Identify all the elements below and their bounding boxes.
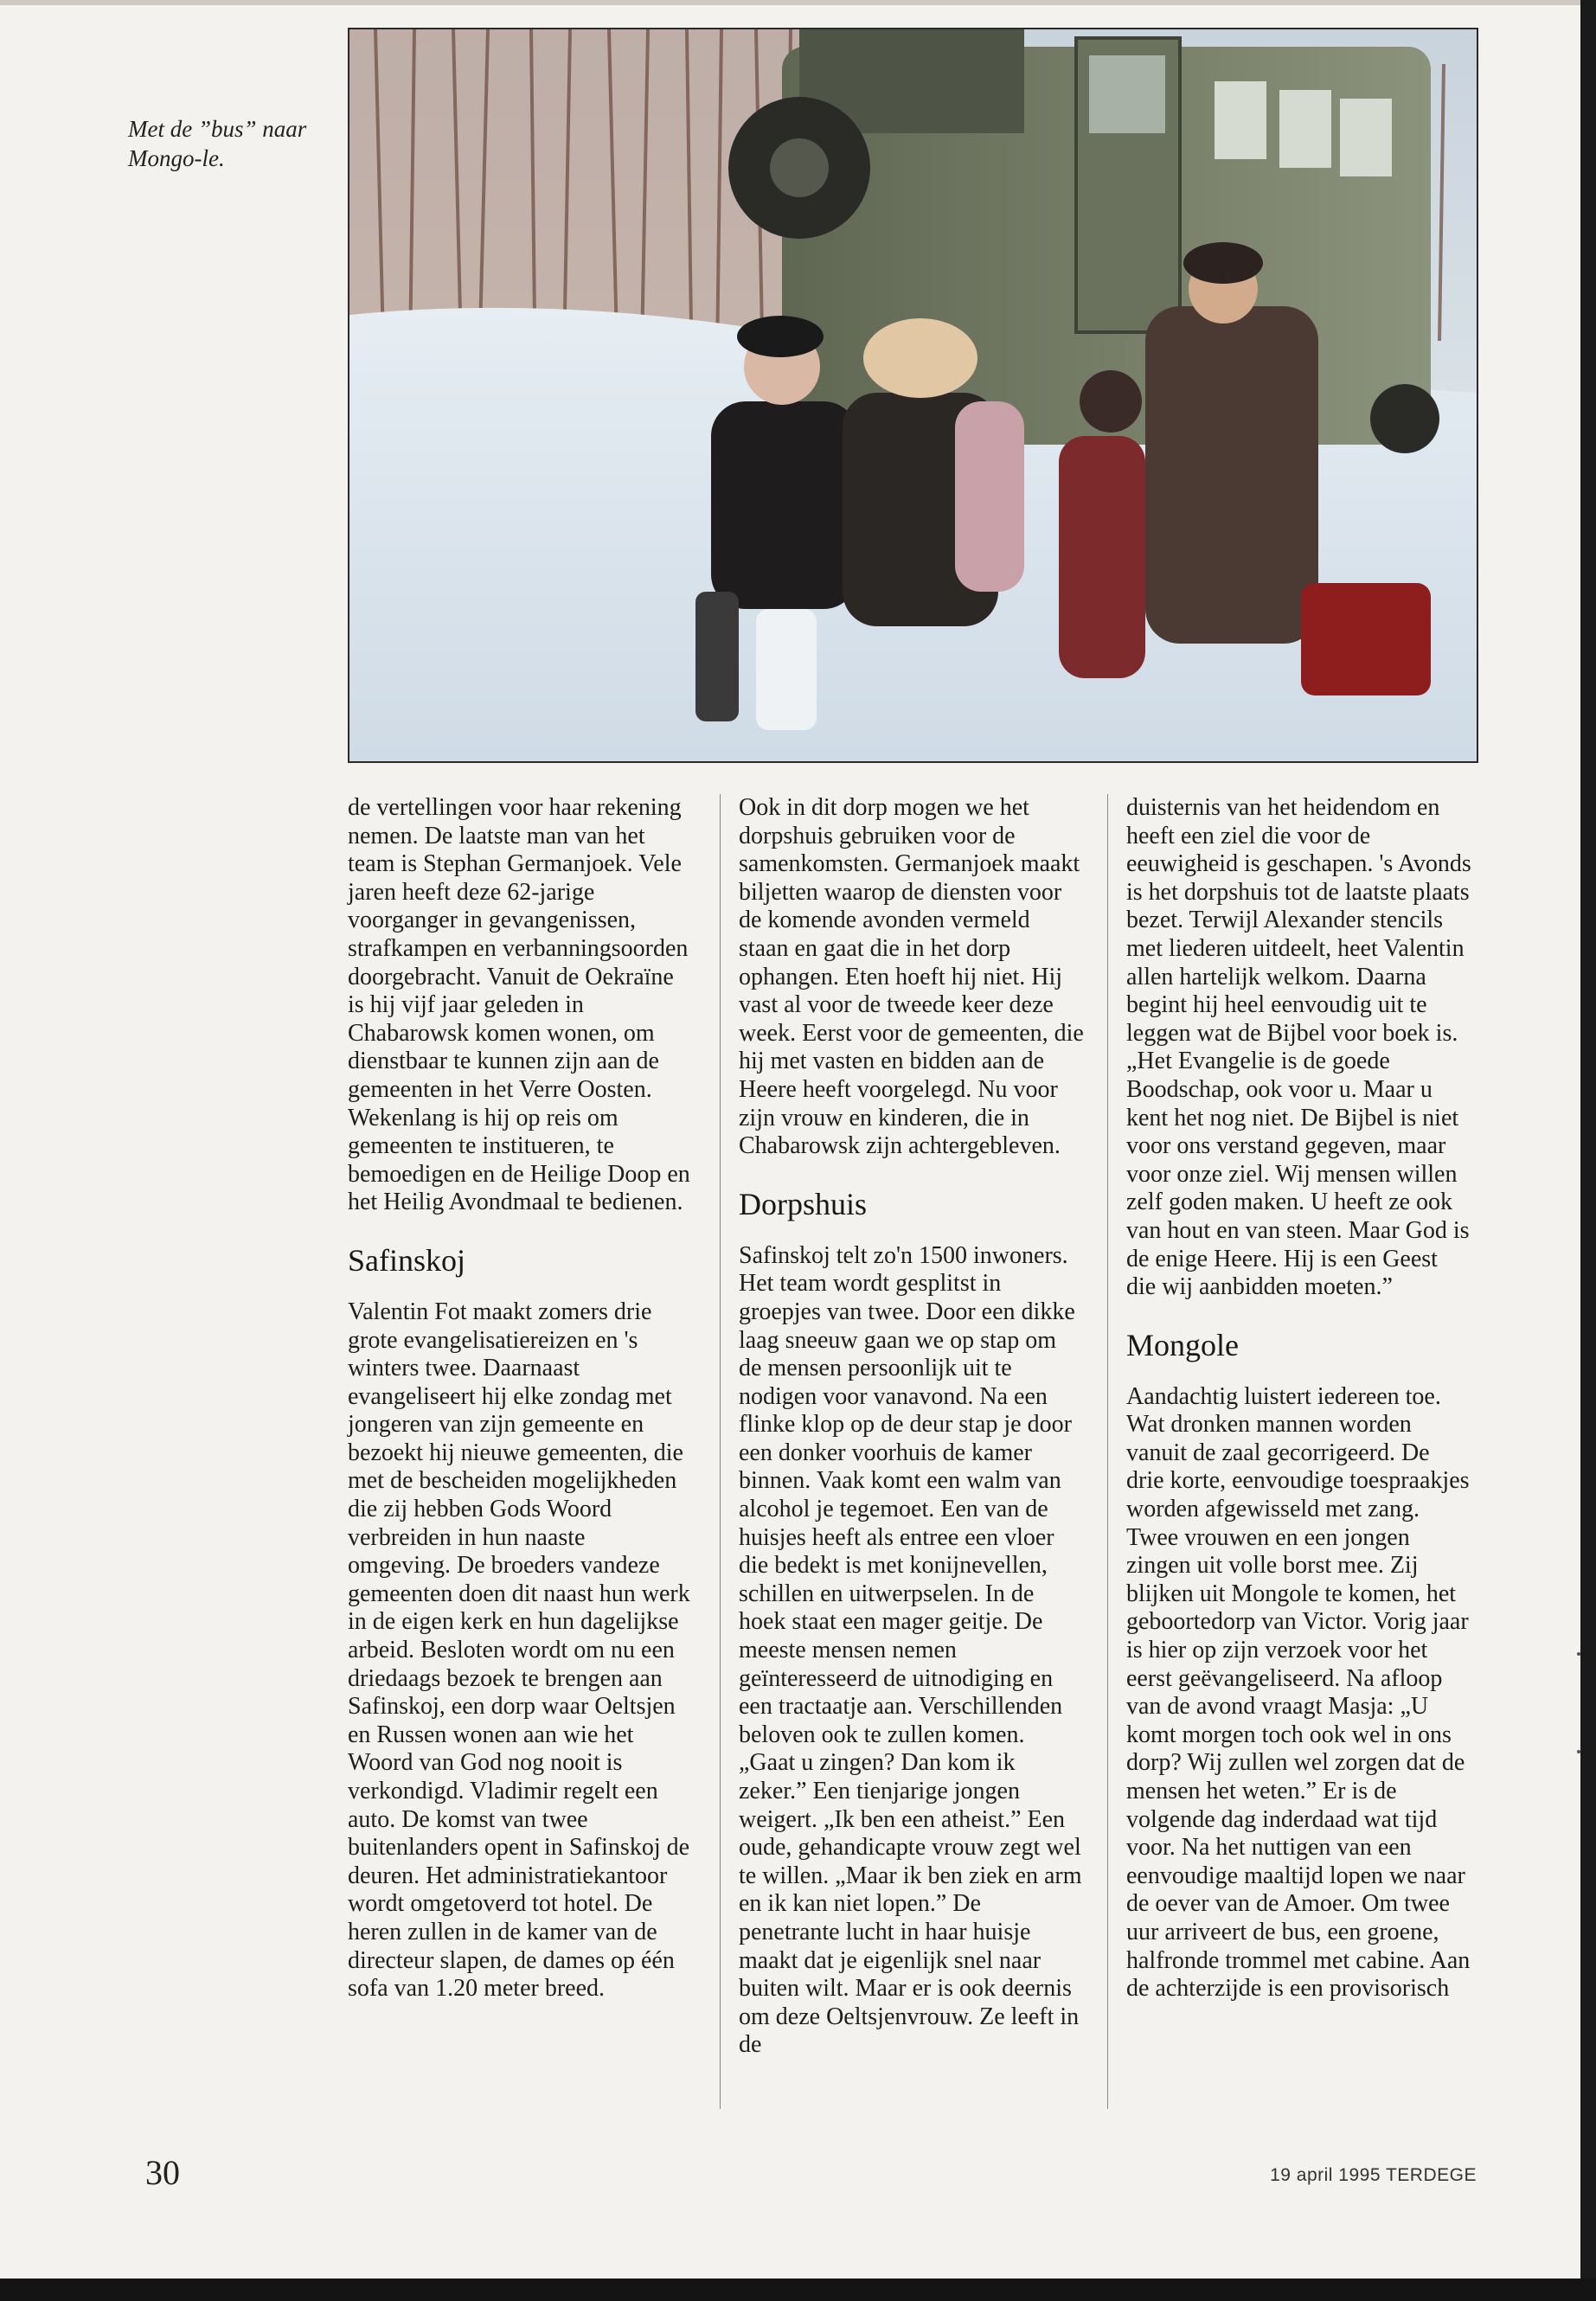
column3-intro: duisternis van het heidendom en heeft een ziel die voor de eeuwigheid is geschapen. 's Avonds is het dorpshuis tot de laatste plaats bezet. Terwijl Alexander stencils met liederen uitdeelt, heet Valentin allen hartelijk welkom. Daarna begint hij heel eenvoudig uit te leggen wat de Bijbel voor boek is. „Het Evangelie is de goede Boodschap, ook voor u. Maar u kent het nog niet. De Bijbel is niet voor ons verstand gegeven, maar voor onze ziel. Wij mensen willen zelf goden maken. U heeft ze ook van hout en van steen. Maar God is de enige Heere. Hij is een Geest die wij aanbidden moeten.” xyxy=(1126,794,1471,1301)
column-rule xyxy=(720,794,721,2109)
heading-mongole: Mongole xyxy=(1126,1327,1239,1362)
article-column-1 xyxy=(348,794,694,2003)
column1-intro: de vertellingen voor haar rekening nemen. De laatste man van het team is Stephan Germanjoek. Vele jaren heeft deze 62-jarige voorganger in gevangenissen, strafkampen en verbanningsoorden doorgebracht. Vanuit de Oekraïne is hij vijf jaar geleden in Chabarowsk komen wonen, om dienstbaar te kunnen zijn aan de gemeenten in het Verre Oosten. Wekenlang is hij op reis om gemeenten te institueren, te bemoedigen en de Heilige Doop en het Heilig Avondmaal te bedienen. xyxy=(348,794,690,1216)
photo-bus-in-snow xyxy=(348,28,1478,763)
margin-mark xyxy=(1577,1750,1580,1753)
issue-date-credit: 19 april 1995 TERDEGE xyxy=(1270,2165,1477,2185)
column1-body: Valentin Fot maakt zomers drie grote evangelisatiereizen en 's winters twee. Daarnaast evangeliseert hij elke zondag met jongeren van zijn gemeente en bezoekt hij nieuwe gemeenten, die met de bescheiden mogelijkheden die zij hebben Gods Woord verbreiden in hun naaste omgeving. De broeders vandeze gemeenten doen dit naast hun werk in de eigen kerk en hun dagelijkse arbeid. Besloten wordt om nu een driedaags bezoek te brengen aan Safinskoj, een dorp waar Oeltsjen en Russen wonen aan wie het Woord van God nog nooit is verkondigd. Vladimir regelt een auto. De komst van twee buitenlanders opent in Safinskoj de deuren. Het administratiekantoor wordt omgetoverd tot hotel. De heren zullen in de kamer van de directeur slapen, de dames op één sofa van 1.20 meter breed. xyxy=(348,1298,690,2003)
column2-body: Safinskoj telt zo'n 1500 inwoners. Het team wordt gesplitst in groepjes van twee. Door een dikke laag sneeuw gaan we op stap om de mensen persoonlijk uit te nodigen voor vanavond. Na een flinke klop op de deur stap je door een donker voorhuis de kamer binnen. Vaak komt een walm van alcohol je tegemoet. Een van de huisjes heeft als entree een vloer die bedekt is met konijnevellen, schillen en uitwerpselen. In de hoek staat een mager geitje. De meeste mensen nemen geïnteresseerd de uitnodiging en een tractaatje aan. Verschillenden beloven ook te zullen komen. „Gaat u zingen? Dan kom ik zeker.” Een tienjarige jongen weigert. „Ik ben een atheist.” Een oude, gehandicapte vrouw zegt wel te willen. „Maar ik ben ziek en arm en ik kan niet lopen.” De penetrante lucht in haar huisje maakt dat je eigenlijk snel naar buiten wilt. Maar er is ook deernis om deze Oeltsjenvrouw. Ze leeft in de xyxy=(739,1241,1082,2059)
page-number: 30 xyxy=(145,2153,180,2192)
margin-mark xyxy=(1577,1652,1580,1656)
page-right-edge xyxy=(1580,0,1596,2301)
photo-illustration xyxy=(349,29,1477,761)
photo-caption: Met de ”bus” naar Mongo-le. xyxy=(128,116,307,171)
heading-safinskoj: Safinskoj xyxy=(348,1242,466,1278)
page-bottom-edge xyxy=(0,2279,1596,2301)
article-column-3 xyxy=(1126,794,1472,2003)
column2-intro: Ook in dit dorp mogen we het dorpshuis gebruiken voor de samenkomsten. Germanjoek maakt biljetten waarop de diensten voor de komende avonden vermeld staan en gaat die in het dorp ophangen. Eten hoeft hij niet. Hij vast al voor de tweede keer deze week. Eerst voor de gemeenten, die hij met vasten en bidden aan de Heere heeft voorgelegd. Nu voor zijn vrouw en kinderen, die in Chabarowsk zijn achtergebleven. xyxy=(739,794,1084,1160)
article-column-2 xyxy=(739,794,1085,2060)
column-rule xyxy=(1107,794,1108,2109)
page-top-edge xyxy=(0,0,1596,5)
column3-body: Aandachtig luistert iedereen toe. Wat dronken mannen worden vanuit de zaal gecorrigeerd. De drie korte, eenvoudige toespraakjes worden afgewisseld met zang. Twee vrouwen en een jongen zingen uit volle borst mee. Zij blijken uit Mongole te komen, het geboortedorp van Victor. Vorig jaar is hier op zijn verzoek voor het eerst geëvangeliseerd. Na afloop van de avond vraagt Masja: „U komt morgen toch ook wel in ons dorp? Wij zullen wel zorgen dat de mensen het weten.” Er is de volgende dag inderdaad wat tijd voor. Na het nuttigen van een eenvoudige maaltijd lopen we naar de oever van de Amoer. Om twee uur arriveert de bus, een groene, halfronde trommel met cabine. Aan de achterzijde is een provisorisch xyxy=(1126,1382,1471,2003)
heading-dorpshuis: Dorpshuis xyxy=(739,1186,868,1221)
